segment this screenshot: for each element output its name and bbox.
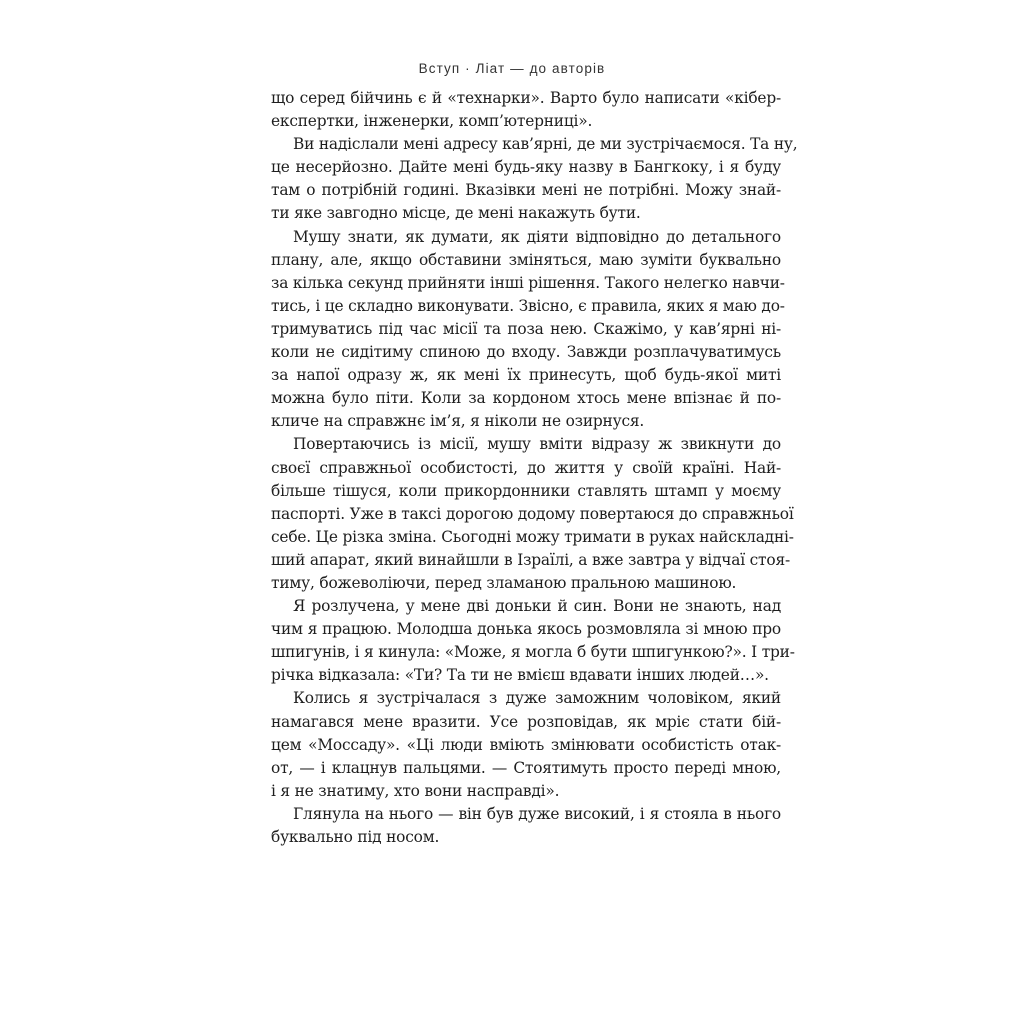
text-line: річка відказала: «Ти? Та ти не вмієш вдавати інших людей…». <box>271 666 769 685</box>
text-line: тиму, божеволіючи, перед зламаною пральною машиною. <box>271 573 737 592</box>
text-line: ти яке завгодно місце, де мені накажуть бути. <box>271 204 641 223</box>
paragraph <box>271 595 795 687</box>
text-line: Колись я зустрічалася з дуже заможним чоловіком, який <box>293 689 781 708</box>
text-line: експертки, інженерки, комп’ютерниці». <box>271 112 593 131</box>
text-line: чим я працюю. Молодша донька якось розмовляла зі мною про <box>271 620 781 639</box>
text-line: тримуватись під час місії та поза нею. Скажімо, у кав’ярні ні- <box>271 319 781 338</box>
text-line: цем «Моссаду». «Ці люди вміють змінювати особистість отак- <box>271 735 781 754</box>
text-line: от, — і клацнув пальцями. — Стоятимуть просто переді мною, <box>271 758 781 777</box>
paragraph <box>271 87 781 133</box>
text-line: за напої одразу ж, як мені їх принесуть, щоб будь-якої миті <box>271 366 781 385</box>
text-line: коли не сидітиму спиною до входу. Завжди розплачуватимусь <box>271 343 781 362</box>
paragraph <box>271 803 781 849</box>
text-line: Я розлучена, у мене дві доньки й син. Вони не знають, над <box>293 597 781 616</box>
paragraph <box>271 133 798 225</box>
body-text <box>271 87 798 849</box>
paragraph <box>271 433 794 595</box>
paragraph <box>271 226 785 434</box>
text-line: ший апарат, який винайшли в Ізраїлі, а вже завтра у відчаї стоя- <box>271 550 790 569</box>
text-line: шпигунів, і я кинула: «Може, я могла б бути шпигункою?». І три- <box>271 643 795 662</box>
text-line: за кілька секунд прийняти інші рішення. Такого нелегко навчи- <box>271 273 785 292</box>
text-line: Повертаючись із місії, мушу вміти відразу ж звикнути до <box>293 435 781 454</box>
text-line: намагався мене вразити. Усе розповідав, як мріє стати бій- <box>271 712 781 731</box>
text-line: тись, і це складно виконувати. Звісно, є правила, яких я маю до- <box>271 296 785 315</box>
text-line: буквально під носом. <box>271 828 440 846</box>
paragraph <box>271 687 781 802</box>
text-line: плану, але, якщо обставини зміняться, маю зуміти буквально <box>271 250 781 269</box>
text-line: більше тішуся, коли прикордонники ставлять штамп у моєму <box>271 481 781 500</box>
text-line: себе. Це різка зміна. Сьогодні можу тримати в руках найскладні- <box>271 527 794 546</box>
text-line: це несерйозно. Дайте мені будь-яку назву в Бангкоку, і я буду <box>271 158 781 177</box>
text-line: можна було піти. Коли за кордоном хтось мене впізнає й по- <box>271 389 781 408</box>
text-line: Мушу знати, як думати, як діяти відповідно до детального <box>293 227 781 246</box>
text-line: Глянула на нього — він був дуже високий, і я стояла в нього <box>293 804 781 823</box>
text-line: там о потрібній годині. Вказівки мені не потрібні. Можу знай- <box>271 181 781 200</box>
text-line: і я не знатиму, хто вони насправді». <box>271 781 560 800</box>
text-line: паспорті. Уже в таксі дорогою додому повертаюся до справжньої <box>271 504 794 523</box>
text-line: своєї справжньої особистості, до життя у своїй країні. Най- <box>271 458 781 477</box>
text-line: що серед бійчинь є й «технарки». Варто було написати «кібер- <box>271 89 781 107</box>
text-line: Ви надіслали мені адресу кав’ярні, де ми зустрічаємося. Та ну, <box>293 135 798 154</box>
text-line: кличе на справжнє ім’я, я ніколи не озирнуся. <box>271 412 645 431</box>
running-head: Вступ · Ліат — до авторів <box>418 61 606 76</box>
